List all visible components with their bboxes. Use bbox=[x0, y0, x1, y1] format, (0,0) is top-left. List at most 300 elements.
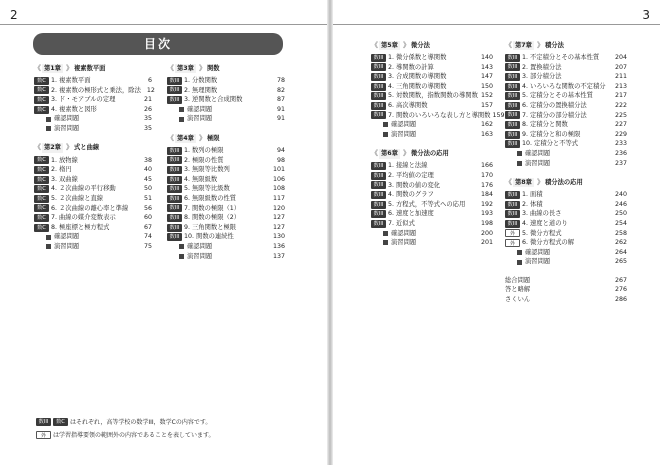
entry-title: 3. 合成関数の導関数 bbox=[388, 73, 447, 81]
toc-entry-extra bbox=[505, 295, 627, 305]
entry-title: 演習問題 bbox=[391, 239, 417, 247]
toc-entry bbox=[34, 95, 152, 105]
subject-badge: 数III bbox=[505, 111, 520, 119]
subject-badge: 数III bbox=[371, 201, 386, 209]
subject-badge: 数III bbox=[167, 147, 182, 155]
ornament-left-icon: 《 bbox=[34, 143, 41, 152]
toc-entry bbox=[371, 238, 493, 248]
entry-page: 35 bbox=[143, 124, 152, 132]
subject-badge: 数III bbox=[167, 86, 182, 94]
toc-entry bbox=[505, 130, 627, 140]
subject-badge: 数III bbox=[505, 102, 520, 110]
entry-title: 演習問題 bbox=[54, 242, 80, 250]
ornament-left-icon: 《 bbox=[167, 63, 174, 72]
chapter-gap bbox=[371, 139, 493, 148]
toc-entry bbox=[167, 252, 285, 262]
chapter-number: 第6章 bbox=[381, 150, 398, 158]
entry-title: 1. 接線と法線 bbox=[388, 162, 428, 170]
entry-title: 5. 微分方程式 bbox=[522, 229, 562, 237]
entry-page: 91 bbox=[276, 105, 285, 113]
toc-entry bbox=[371, 219, 493, 229]
toc-entry bbox=[371, 120, 493, 130]
entry-page: 137 bbox=[272, 252, 285, 260]
entry-title: 確認問題 bbox=[525, 248, 551, 256]
toc-entry bbox=[167, 242, 285, 252]
bullet-square-icon bbox=[179, 244, 184, 249]
subject-badge: 数III bbox=[371, 220, 386, 228]
page-title: 目次 bbox=[33, 33, 283, 55]
entry-page: 213 bbox=[614, 82, 627, 90]
entry-title: 3. ド・モアブルの定理 bbox=[51, 96, 116, 104]
ornament-right-icon: 》 bbox=[402, 40, 410, 49]
subject-badge: 数III bbox=[505, 121, 520, 129]
subject-badge: 数C bbox=[34, 176, 49, 184]
toc-entry bbox=[167, 213, 285, 223]
toc-entry bbox=[34, 223, 152, 233]
toc-entry bbox=[167, 146, 285, 156]
toc-column-1 bbox=[34, 63, 155, 252]
entry-page: 254 bbox=[614, 219, 627, 227]
entry-title: 5. 対数関数，指数関数の導関数 bbox=[388, 92, 478, 100]
page-number-left: 2 bbox=[10, 8, 18, 22]
toc-entry bbox=[34, 86, 155, 96]
entry-page: 101 bbox=[272, 166, 285, 174]
entry-page: 225 bbox=[614, 111, 627, 119]
subject-badge: 外 bbox=[36, 431, 51, 439]
bullet-square-icon bbox=[179, 107, 184, 112]
entry-title: 演習問題 bbox=[187, 115, 213, 123]
entry-page: 170 bbox=[480, 171, 493, 179]
entry-page: 240 bbox=[614, 191, 627, 199]
ornament-right-icon: 》 bbox=[198, 63, 206, 72]
entry-title: 4. 三角関数の導関数 bbox=[388, 82, 447, 90]
entry-title: 演習問題 bbox=[187, 252, 213, 260]
entry-page: 108 bbox=[272, 185, 285, 193]
subject-badge: 数C bbox=[34, 77, 49, 85]
entry-page: 204 bbox=[614, 54, 627, 61]
bullet-square-icon bbox=[46, 117, 51, 122]
toc-entry bbox=[505, 53, 627, 63]
entry-title: 7. 関数のいろいろな表し方と導関数 bbox=[388, 111, 491, 119]
toc-entry bbox=[167, 105, 285, 115]
toc-entry bbox=[505, 159, 627, 169]
entry-title: 2. 体積 bbox=[522, 200, 543, 208]
chapter-number: 第7章 bbox=[515, 41, 532, 49]
toc-entry bbox=[371, 111, 505, 121]
entry-title: 7. 関数の極限（1） bbox=[184, 204, 241, 212]
chapter-heading bbox=[505, 40, 627, 51]
entry-title: 6. 無限級数の性質 bbox=[184, 194, 237, 202]
subject-badge: 数III bbox=[167, 96, 182, 104]
subject-badge: 数C bbox=[34, 106, 49, 114]
entry-page: 147 bbox=[480, 73, 493, 81]
entry-page: 207 bbox=[614, 63, 627, 71]
entry-title: 1. 数列の極限 bbox=[184, 146, 224, 154]
entry-page: 233 bbox=[614, 140, 627, 148]
entry-page: 236 bbox=[614, 149, 627, 157]
toc-entry bbox=[371, 229, 493, 239]
entry-page: 193 bbox=[480, 210, 493, 218]
toc-entry bbox=[505, 219, 627, 229]
entry-page: 78 bbox=[276, 77, 285, 84]
subject-badge: 数III bbox=[371, 63, 386, 71]
subject-badge: 数III bbox=[167, 185, 182, 193]
entry-page: 117 bbox=[272, 194, 285, 202]
toc-entry bbox=[167, 204, 285, 214]
entry-page: 120 bbox=[272, 204, 285, 212]
toc-entry bbox=[34, 204, 152, 214]
subject-badge: 数III bbox=[167, 224, 182, 232]
toc-entry bbox=[371, 161, 493, 171]
entry-title: 7. 定積分の部分積分法 bbox=[522, 111, 587, 119]
entry-page: 262 bbox=[614, 239, 627, 247]
subject-badge: 数III bbox=[167, 214, 182, 222]
entry-page: 60 bbox=[143, 214, 152, 222]
entry-title: 答と略解 bbox=[505, 286, 531, 294]
ornament-left-icon: 《 bbox=[505, 177, 512, 186]
entry-page: 211 bbox=[614, 73, 627, 81]
toc-entry bbox=[34, 242, 152, 252]
subject-badge: 数III bbox=[371, 191, 386, 199]
toc-entry bbox=[505, 72, 627, 82]
toc-column-4 bbox=[505, 40, 627, 305]
subject-badge: 数III bbox=[167, 77, 182, 85]
subject-badge: 数III bbox=[371, 210, 386, 218]
entry-title: さくいん bbox=[505, 296, 531, 304]
subject-badge: 外 bbox=[505, 239, 520, 247]
subject-badge: 数C bbox=[34, 156, 49, 164]
header-rule bbox=[333, 24, 660, 25]
chapter-heading bbox=[371, 148, 493, 159]
entry-page: 229 bbox=[614, 130, 627, 138]
ornament-right-icon: 》 bbox=[65, 63, 73, 72]
chapter-gap bbox=[34, 134, 152, 143]
entry-title: 6. 微分方程式の解 bbox=[522, 239, 575, 247]
toc-entry bbox=[505, 120, 627, 130]
subject-badge: 数III bbox=[505, 140, 520, 148]
entry-title: 3. 双曲線 bbox=[51, 175, 78, 183]
footnote-text: はそれぞれ，高等学校の数学III，数学Cの内容です。 bbox=[70, 419, 212, 426]
entry-title: 演習問題 bbox=[525, 258, 551, 266]
entry-page: 267 bbox=[614, 276, 627, 284]
toc-entry bbox=[371, 190, 493, 200]
entry-title: 4. ２次曲線の平行移動 bbox=[51, 185, 116, 193]
toc-entry bbox=[371, 200, 493, 210]
entry-page: 12 bbox=[146, 86, 155, 94]
toc-entry bbox=[34, 156, 152, 166]
entry-page: 50 bbox=[143, 185, 152, 193]
bullet-square-icon bbox=[46, 126, 51, 131]
entry-title: 演習問題 bbox=[54, 124, 80, 132]
entry-page: 6 bbox=[147, 77, 152, 84]
toc-entry bbox=[371, 91, 493, 101]
toc-entry bbox=[167, 184, 285, 194]
entry-page: 87 bbox=[276, 96, 285, 104]
toc-column-3 bbox=[371, 40, 505, 248]
entry-page: 176 bbox=[480, 181, 493, 189]
entry-title: 確認問題 bbox=[54, 233, 80, 241]
bullet-square-icon bbox=[517, 250, 522, 255]
footnote-2 bbox=[36, 430, 215, 439]
entry-title: 確認問題 bbox=[391, 229, 417, 237]
entry-page: 40 bbox=[143, 166, 152, 174]
bullet-square-icon bbox=[383, 122, 388, 127]
entry-page: 82 bbox=[276, 86, 285, 94]
toc-entry bbox=[505, 149, 627, 159]
toc-entry bbox=[34, 124, 152, 134]
chapter-number: 第5章 bbox=[381, 41, 398, 49]
entry-title: 3. 無限等比数列 bbox=[184, 166, 230, 174]
entry-page: 127 bbox=[272, 214, 285, 222]
entry-title: 2. 平均値の定理 bbox=[388, 171, 434, 179]
chapter-number: 第3章 bbox=[177, 64, 194, 72]
entry-page: 258 bbox=[614, 229, 627, 237]
entry-title: 1. 面積 bbox=[522, 191, 543, 199]
toc-entry bbox=[371, 53, 493, 63]
entry-title: 9. 定積分と和の極限 bbox=[522, 130, 581, 138]
entry-title: 確認問題 bbox=[187, 105, 213, 113]
entry-page: 163 bbox=[480, 130, 493, 138]
entry-page: 162 bbox=[480, 121, 493, 129]
bullet-square-icon bbox=[383, 240, 388, 245]
chapter-heading bbox=[371, 40, 493, 51]
subject-badge: 数III bbox=[371, 162, 386, 170]
chapter-heading bbox=[34, 143, 152, 154]
chapter-heading bbox=[505, 177, 627, 188]
entry-title: 5. ２次曲線と直線 bbox=[51, 194, 104, 202]
entry-title: 10. 定積分と不等式 bbox=[522, 140, 579, 148]
subject-badge: 数C bbox=[34, 224, 49, 232]
toc-entry bbox=[505, 101, 627, 111]
toc-entry bbox=[505, 91, 627, 101]
ornament-left-icon: 《 bbox=[505, 40, 512, 49]
ornament-right-icon: 》 bbox=[536, 40, 544, 49]
ornament-left-icon: 《 bbox=[34, 63, 41, 72]
subject-badge: 数C bbox=[34, 195, 49, 203]
entry-page: 150 bbox=[480, 82, 493, 90]
subject-badge: 数III bbox=[167, 176, 182, 184]
entry-page: 200 bbox=[480, 229, 493, 237]
toc-entry bbox=[34, 184, 152, 194]
entry-title: 8. 関数の極限（2） bbox=[184, 214, 241, 222]
entry-page: 227 bbox=[614, 121, 627, 129]
toc-entry bbox=[505, 63, 627, 73]
subject-badge: 数III bbox=[505, 54, 520, 62]
entry-title: 5. 定積分とその基本性質 bbox=[522, 92, 593, 100]
entry-page: 136 bbox=[272, 242, 285, 250]
entry-title: 3. 関数の値の変化 bbox=[388, 181, 441, 189]
subject-badge: 数III bbox=[167, 204, 182, 212]
chapter-name: 極限 bbox=[206, 134, 220, 142]
toc-entry bbox=[505, 139, 627, 149]
chapter-number: 第1章 bbox=[44, 64, 61, 72]
toc-entry bbox=[505, 82, 627, 92]
chapter-number: 第8章 bbox=[515, 178, 532, 186]
subject-badge: 数III bbox=[505, 63, 520, 71]
entry-title: 7. 近似式 bbox=[388, 219, 415, 227]
toc-entry bbox=[505, 200, 627, 210]
entry-title: 1. 分数関数 bbox=[184, 77, 218, 84]
toc-entry bbox=[34, 194, 152, 204]
bullet-square-icon bbox=[517, 151, 522, 156]
subject-badge: 数III bbox=[371, 73, 386, 81]
right-page bbox=[333, 0, 660, 465]
toc-entry bbox=[371, 209, 493, 219]
toc-entry bbox=[167, 86, 285, 96]
entry-page: 67 bbox=[143, 223, 152, 231]
entry-page: 91 bbox=[276, 115, 285, 123]
toc-entry bbox=[34, 175, 152, 185]
entry-page: 201 bbox=[480, 239, 493, 247]
chapter-name: 積分法 bbox=[544, 41, 564, 49]
entry-title: 確認問題 bbox=[525, 149, 551, 157]
subject-badge: 数III bbox=[371, 181, 386, 189]
entry-page: 143 bbox=[480, 63, 493, 71]
entry-page: 217 bbox=[614, 92, 627, 100]
bullet-square-icon bbox=[179, 254, 184, 259]
entry-page: 152 bbox=[480, 92, 493, 100]
toc-entry bbox=[34, 76, 152, 86]
toc-column-2 bbox=[167, 63, 285, 261]
chapter-name: 関数 bbox=[206, 64, 220, 72]
entry-page: 45 bbox=[143, 175, 152, 183]
subject-badge: 数C bbox=[34, 214, 49, 222]
toc-entry bbox=[34, 114, 152, 124]
chapter-name: 複素数平面 bbox=[73, 64, 106, 72]
entry-page: 74 bbox=[143, 233, 152, 241]
bullet-square-icon bbox=[383, 231, 388, 236]
subject-badge: 数III bbox=[371, 102, 386, 110]
chapter-heading bbox=[167, 63, 285, 74]
entry-page: 246 bbox=[614, 200, 627, 208]
entry-title: 5. 方程式，不等式への応用 bbox=[388, 200, 466, 208]
bullet-square-icon bbox=[46, 235, 51, 240]
toc-entry bbox=[34, 165, 152, 175]
entry-title: 8. 極座標と極方程式 bbox=[51, 223, 110, 231]
entry-title: 3. 部分積分法 bbox=[522, 73, 562, 81]
toc-entry bbox=[167, 165, 285, 175]
entry-title: 2. 複素数の極形式と乗法，除法 bbox=[51, 86, 141, 94]
entry-page: 159 bbox=[492, 111, 505, 119]
toc-entry bbox=[371, 130, 493, 140]
chapter-gap bbox=[167, 124, 285, 133]
entry-title: 4. 速度と道のり bbox=[522, 219, 568, 227]
entry-page: 56 bbox=[143, 204, 152, 212]
toc-entry-extra bbox=[505, 285, 627, 295]
entry-page: 192 bbox=[480, 200, 493, 208]
entry-title: 6. ２次曲線の離心率と準線 bbox=[51, 204, 129, 212]
toc-entry bbox=[371, 171, 493, 181]
subject-badge: 数C bbox=[34, 86, 49, 94]
entry-title: 1. 微分係数と導関数 bbox=[388, 54, 447, 61]
toc-entry bbox=[371, 181, 493, 191]
chapter-name: 微分法 bbox=[410, 41, 430, 49]
entry-title: 7. 曲線の媒介変数表示 bbox=[51, 214, 116, 222]
entry-page: 35 bbox=[143, 115, 152, 123]
entry-page: 237 bbox=[614, 159, 627, 167]
entry-title: 1. 不定積分とその基本性質 bbox=[522, 54, 600, 61]
subject-badge: 外 bbox=[505, 229, 520, 237]
toc-entry bbox=[167, 114, 285, 124]
toc-entry bbox=[167, 175, 285, 185]
toc-entry bbox=[371, 63, 493, 73]
toc-entry bbox=[505, 229, 627, 239]
toc-entry bbox=[167, 156, 285, 166]
toc-entry bbox=[167, 194, 285, 204]
ornament-left-icon: 《 bbox=[167, 133, 174, 142]
entry-title: 10. 関数の連続性 bbox=[184, 233, 234, 241]
entry-page: 166 bbox=[480, 162, 493, 170]
chapter-heading bbox=[167, 133, 285, 144]
chapter-gap bbox=[505, 267, 627, 276]
entry-page: 286 bbox=[614, 296, 627, 304]
entry-title: 3. 逆関数と合成関数 bbox=[184, 96, 243, 104]
toc-entry bbox=[167, 95, 285, 105]
toc-entry-extra bbox=[505, 276, 627, 286]
chapter-heading bbox=[34, 63, 152, 74]
entry-title: 1. 複素数平面 bbox=[51, 77, 91, 84]
chapter-name: 積分法の応用 bbox=[544, 178, 583, 186]
entry-title: 確認問題 bbox=[187, 242, 213, 250]
subject-badge: 数C bbox=[34, 204, 49, 212]
subject-badge: 数C bbox=[34, 96, 49, 104]
subject-badge: 数III bbox=[505, 210, 520, 218]
toc-entry bbox=[167, 76, 285, 86]
footnote-1 bbox=[36, 417, 211, 426]
ornament-right-icon: 》 bbox=[65, 143, 73, 152]
toc-entry bbox=[505, 190, 627, 200]
toc-entry bbox=[167, 223, 285, 233]
chapter-name: 微分法の応用 bbox=[410, 150, 449, 158]
bullet-square-icon bbox=[179, 117, 184, 122]
chapter-gap bbox=[505, 168, 627, 177]
subject-badge: 数III bbox=[505, 220, 520, 228]
entry-page: 75 bbox=[143, 242, 152, 250]
toc-entry bbox=[371, 82, 493, 92]
toc-entry bbox=[167, 232, 285, 242]
entry-title: 2. 置換積分法 bbox=[522, 63, 562, 71]
entry-page: 250 bbox=[614, 210, 627, 218]
subject-badge: 数III bbox=[505, 83, 520, 91]
entry-page: 264 bbox=[614, 248, 627, 256]
subject-badge: 数III bbox=[371, 54, 386, 62]
entry-title: 3. 曲線の長さ bbox=[522, 210, 562, 218]
toc-entry bbox=[34, 213, 152, 223]
subject-badge: 数C bbox=[34, 185, 49, 193]
entry-title: 2. 極限の性質 bbox=[184, 156, 224, 164]
toc-entry bbox=[34, 232, 152, 242]
subject-badge: 数III bbox=[505, 191, 520, 199]
subject-badge: 数III bbox=[371, 111, 386, 119]
toc-entry bbox=[505, 111, 627, 121]
subject-badge: 数III bbox=[371, 92, 386, 100]
subject-badge: 数III bbox=[505, 73, 520, 81]
left-page bbox=[0, 0, 327, 465]
entry-page: 51 bbox=[143, 194, 152, 202]
toc-entry bbox=[371, 101, 493, 111]
toc-entry bbox=[371, 72, 493, 82]
ornament-right-icon: 》 bbox=[198, 133, 206, 142]
entry-title: 9. 三角関数と極限 bbox=[184, 223, 237, 231]
entry-title: 6. 定積分の置換積分法 bbox=[522, 101, 587, 109]
entry-title: 確認問題 bbox=[391, 121, 417, 129]
entry-page: 157 bbox=[480, 101, 493, 109]
subject-badge: 数III bbox=[167, 233, 182, 241]
toc-entry bbox=[505, 238, 627, 248]
entry-page: 38 bbox=[143, 156, 152, 164]
entry-page: 265 bbox=[614, 258, 627, 266]
entry-page: 26 bbox=[143, 105, 152, 113]
